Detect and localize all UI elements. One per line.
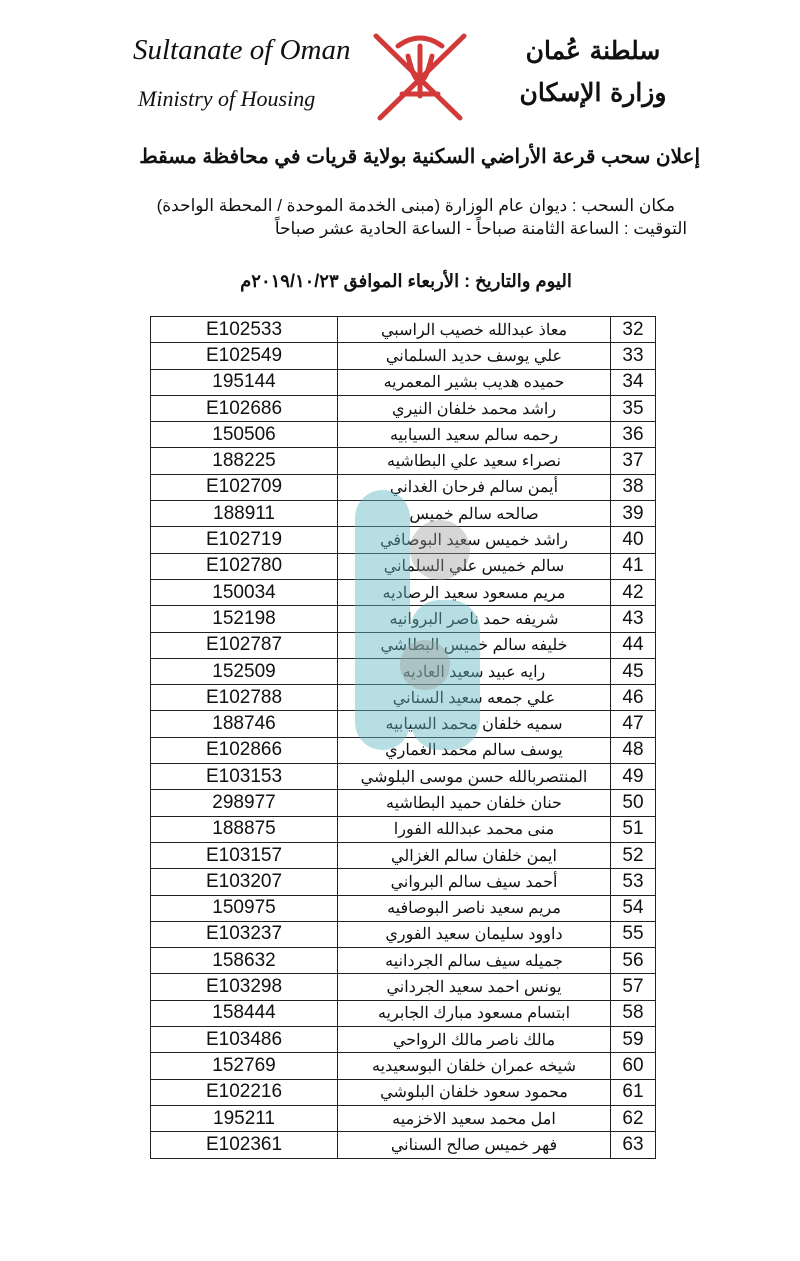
row-number: 44 <box>611 632 656 658</box>
row-number: 60 <box>611 1053 656 1079</box>
row-number: 61 <box>611 1079 656 1105</box>
row-number: 38 <box>611 474 656 500</box>
table-row <box>151 895 656 921</box>
watermark <box>410 520 470 580</box>
applicant-name: رايه عبيد سعيد العاديه <box>338 658 611 684</box>
applicant-name: فهر خميس صالح السناني <box>338 1132 611 1158</box>
row-number: 53 <box>611 869 656 895</box>
row-number: 52 <box>611 842 656 868</box>
sultanate-label-ar: سلطنة عُمان <box>525 36 661 65</box>
ministry-label-en: Ministry of Housing <box>138 86 316 111</box>
table-row <box>151 737 656 763</box>
applicant-name: شيخه عمران خلفان البوسعيديه <box>338 1053 611 1079</box>
applicant-code: E102787 <box>151 632 338 658</box>
applicant-name: سالم خميس علي السلماني <box>338 553 611 579</box>
row-number: 39 <box>611 501 656 527</box>
row-number: 46 <box>611 685 656 711</box>
table-row <box>151 1105 656 1131</box>
table-row <box>151 317 656 343</box>
ministry-label-ar: وزارة الإسكان <box>519 78 667 107</box>
row-number: 48 <box>611 737 656 763</box>
row-number: 36 <box>611 422 656 448</box>
applicant-name: حنان خلفان حميد البطاشيه <box>338 790 611 816</box>
applicant-name: ايمن خلفان سالم الغزالي <box>338 842 611 868</box>
ministry-logo-ar <box>508 30 678 114</box>
row-number: 63 <box>611 1132 656 1158</box>
row-number: 50 <box>611 790 656 816</box>
applicant-code: E102549 <box>151 343 338 369</box>
applicant-name: محمود سعود خلفان البلوشي <box>338 1079 611 1105</box>
applicant-name: نصراء سعيد علي البطاشيه <box>338 448 611 474</box>
applicant-code: E103486 <box>151 1027 338 1053</box>
applicant-code: 152769 <box>151 1053 338 1079</box>
applicant-code: E102361 <box>151 1132 338 1158</box>
applicant-name: خليفه سالم خميس البطاشي <box>338 632 611 658</box>
applicant-code: E103298 <box>151 974 338 1000</box>
table-row <box>151 1053 656 1079</box>
applicant-code: 152198 <box>151 606 338 632</box>
applicant-code: E102866 <box>151 737 338 763</box>
draw-date: اليوم والتاريخ : الأربعاء الموافق ٢٠١٩/١٠/٢٣م <box>240 271 572 291</box>
table-row <box>151 343 656 369</box>
applicant-name: علي يوسف حديد السلماني <box>338 343 611 369</box>
table-row <box>151 1079 656 1105</box>
applicant-code: E103207 <box>151 869 338 895</box>
applicant-code: 188225 <box>151 448 338 474</box>
row-number: 33 <box>611 343 656 369</box>
table-row <box>151 974 656 1000</box>
applicant-name: يونس احمد سعيد الجرداني <box>338 974 611 1000</box>
table-row <box>151 869 656 895</box>
row-number: 41 <box>611 553 656 579</box>
row-number: 34 <box>611 369 656 395</box>
row-number: 51 <box>611 816 656 842</box>
applicant-name: راشد خميس سعيد البوصافي <box>338 527 611 553</box>
row-number: 45 <box>611 658 656 684</box>
applicant-name: معاذ عبدالله خصيب الراسبي <box>338 317 611 343</box>
applicant-code: 195211 <box>151 1105 338 1131</box>
draw-location: مكان السحب : ديوان عام الوزارة (مبنى الخدمة الموحدة / المحطة الواحدة) <box>156 196 675 215</box>
row-number: 59 <box>611 1027 656 1053</box>
applicant-name: راشد محمد خلفان النيري <box>338 395 611 421</box>
applicant-name: ابتسام مسعود مبارك الجابريه <box>338 1000 611 1026</box>
applicant-name: شريفه حمد ناصر البروانيه <box>338 606 611 632</box>
draw-time: التوقيت : الساعة الثامنة صباحاً - الساعة الحادية عشر صباحاً <box>274 219 688 238</box>
applicant-code: E103153 <box>151 764 338 790</box>
table-row <box>151 1132 656 1158</box>
table-row <box>151 816 656 842</box>
row-number: 37 <box>611 448 656 474</box>
applicant-code: 150506 <box>151 422 338 448</box>
table-row <box>151 395 656 421</box>
applicant-name: مالك ناصر مالك الرواحي <box>338 1027 611 1053</box>
row-number: 56 <box>611 948 656 974</box>
row-number: 55 <box>611 921 656 947</box>
applicant-name: علي جمعه سعيد السناني <box>338 685 611 711</box>
row-number: 42 <box>611 579 656 605</box>
applicant-name: المنتصربالله حسن موسى البلوشي <box>338 764 611 790</box>
applicant-code: E102780 <box>151 553 338 579</box>
applicant-name: جميله سيف سالم الجردانيه <box>338 948 611 974</box>
table-row <box>151 948 656 974</box>
applicant-name: سميه خلفان محمد السيابيه <box>338 711 611 737</box>
watermark <box>355 490 410 750</box>
applicant-code: 150034 <box>151 579 338 605</box>
row-number: 32 <box>611 317 656 343</box>
applicant-name: صالحه سالم خميس <box>338 501 611 527</box>
row-number: 62 <box>611 1105 656 1131</box>
table-row <box>151 764 656 790</box>
applicant-code: 188911 <box>151 501 338 527</box>
row-number: 40 <box>611 527 656 553</box>
applicant-name: داوود سليمان سعيد الفوري <box>338 921 611 947</box>
applicant-name: أيمن سالم فرحان الغداني <box>338 474 611 500</box>
row-number: 57 <box>611 974 656 1000</box>
row-number: 54 <box>611 895 656 921</box>
sultanate-label-en: Sultanate of Oman <box>133 34 351 66</box>
applicant-name: أحمد سيف سالم البرواني <box>338 869 611 895</box>
applicant-name: مريم مسعود سعيد الرصاديه <box>338 579 611 605</box>
applicant-name: رحمه سالم سعيد السيابيه <box>338 422 611 448</box>
applicant-code: E102686 <box>151 395 338 421</box>
applicant-code: E102709 <box>151 474 338 500</box>
table-row <box>151 422 656 448</box>
table-row <box>151 369 656 395</box>
applicant-code: 298977 <box>151 790 338 816</box>
watermark <box>400 640 450 690</box>
applicant-code: 188746 <box>151 711 338 737</box>
applicant-name: امل محمد سعيد الاخزميه <box>338 1105 611 1131</box>
applicant-name: حميده هديب بشير المعمريه <box>338 369 611 395</box>
row-number: 43 <box>611 606 656 632</box>
applicant-code: E103157 <box>151 842 338 868</box>
applicant-code: E102719 <box>151 527 338 553</box>
row-number: 47 <box>611 711 656 737</box>
applicant-code: 188875 <box>151 816 338 842</box>
applicant-code: 195144 <box>151 369 338 395</box>
applicant-code: 158444 <box>151 1000 338 1026</box>
applicant-code: E102216 <box>151 1079 338 1105</box>
applicant-name: مريم سعيد ناصر البوصافيه <box>338 895 611 921</box>
applicant-code: 150975 <box>151 895 338 921</box>
applicant-code: 158632 <box>151 948 338 974</box>
applicant-code: 152509 <box>151 658 338 684</box>
table-row <box>151 790 656 816</box>
table-row <box>151 921 656 947</box>
applicant-name: يوسف سالم محمد الغماري <box>338 737 611 763</box>
table-row <box>151 1000 656 1026</box>
table-row <box>151 1027 656 1053</box>
applicant-name: منى محمد عبدالله الفورا <box>338 816 611 842</box>
applicant-code: E103237 <box>151 921 338 947</box>
oman-emblem-icon <box>368 26 472 126</box>
row-number: 58 <box>611 1000 656 1026</box>
table-row <box>151 448 656 474</box>
announcement-title: إعلان سحب قرعة الأراضي السكنية بولاية قريات في محافظة مسقط <box>139 146 700 168</box>
row-number: 49 <box>611 764 656 790</box>
row-number: 35 <box>611 395 656 421</box>
table-row <box>151 842 656 868</box>
applicant-code: E102533 <box>151 317 338 343</box>
table-row <box>151 474 656 500</box>
applicant-code: E102788 <box>151 685 338 711</box>
